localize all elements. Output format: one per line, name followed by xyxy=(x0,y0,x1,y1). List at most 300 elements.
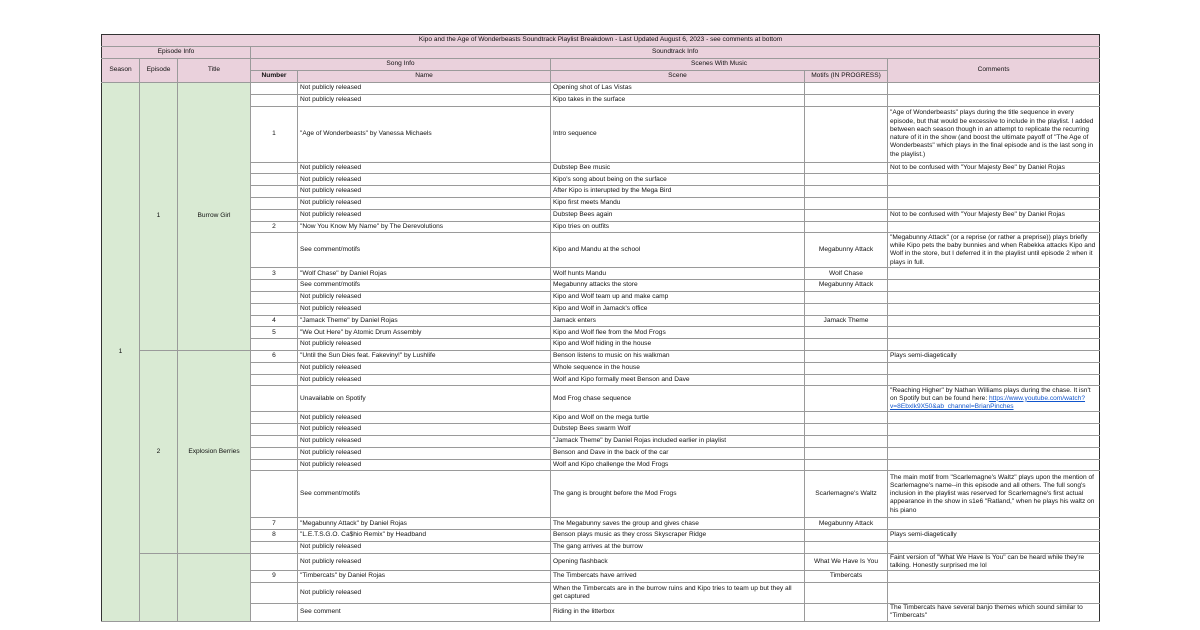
motif-cell[interactable] xyxy=(805,530,888,542)
motif-cell[interactable] xyxy=(805,280,888,292)
motif-cell-text: Scarlemagne's Waltz xyxy=(815,490,877,498)
scene-cell[interactable] xyxy=(551,280,805,292)
number-cell[interactable] xyxy=(251,603,298,621)
number-cell[interactable] xyxy=(251,197,298,209)
comment-link[interactable]: https://www.youtube.com/watch?v=8Ebxlk9X50&ab_channel=BrianPinches xyxy=(890,394,1086,410)
scene-cell-text: Kipo and Wolf in Jamack's office xyxy=(553,305,648,313)
header-name[interactable]: Name xyxy=(298,71,551,83)
comment-cell[interactable] xyxy=(888,268,1100,280)
song-name-cell[interactable] xyxy=(298,471,551,518)
number-cell[interactable] xyxy=(251,106,298,162)
comment-cell[interactable] xyxy=(888,435,1100,447)
song-name-cell[interactable] xyxy=(298,291,551,303)
comment-cell[interactable] xyxy=(888,582,1100,603)
song-name-cell[interactable] xyxy=(298,603,551,621)
comment-cell[interactable] xyxy=(888,530,1100,542)
number-cell[interactable] xyxy=(251,374,298,386)
song-name-cell-text: Not publicly released xyxy=(300,163,362,171)
scene-cell-text: Mod Frog chase sequence xyxy=(553,394,632,402)
motif-cell[interactable] xyxy=(805,339,888,351)
table-row xyxy=(102,582,1100,603)
scene-cell-text: The gang arrives at the burrow xyxy=(553,543,643,551)
header-number[interactable]: Number xyxy=(251,71,298,83)
comment-cell[interactable] xyxy=(888,209,1100,221)
song-name-cell-text: Not publicly released xyxy=(300,96,362,104)
comment-cell[interactable] xyxy=(888,362,1100,374)
scene-cell[interactable] xyxy=(551,459,805,471)
comment-cell-text: Plays semi-diagetically xyxy=(890,352,957,360)
table-row xyxy=(102,362,1100,374)
scene-cell[interactable] xyxy=(551,412,805,424)
table-row xyxy=(102,291,1100,303)
song-name-cell[interactable] xyxy=(298,303,551,315)
episode-cell[interactable]: 2 xyxy=(140,350,178,553)
motif-cell[interactable] xyxy=(805,571,888,583)
table-row xyxy=(102,530,1100,542)
scene-cell[interactable] xyxy=(551,424,805,436)
comment-cell[interactable] xyxy=(888,459,1100,471)
scene-cell-text: Kipo and Wolf on the mega turtle xyxy=(553,413,649,421)
motif-cell[interactable] xyxy=(805,106,888,162)
song-name-cell-text: "Now You Know My Name" by The Derevolutions xyxy=(300,222,444,230)
spreadsheet-table xyxy=(101,34,1100,622)
scene-cell[interactable] xyxy=(551,518,805,530)
number-cell[interactable] xyxy=(251,233,298,268)
song-name-cell-text: Not publicly released xyxy=(300,199,362,207)
comment-cell[interactable] xyxy=(888,174,1100,186)
header-title[interactable]: Title xyxy=(178,59,251,83)
episode-cell[interactable]: 1 xyxy=(140,83,178,351)
motif-cell[interactable] xyxy=(805,424,888,436)
comment-cell[interactable] xyxy=(888,83,1100,95)
song-name-cell[interactable] xyxy=(298,233,551,268)
number-cell[interactable] xyxy=(251,362,298,374)
motif-cell[interactable] xyxy=(805,459,888,471)
song-name-cell[interactable] xyxy=(298,94,551,106)
number-cell[interactable] xyxy=(251,350,298,362)
scene-cell[interactable] xyxy=(551,362,805,374)
song-name-cell[interactable] xyxy=(298,339,551,351)
table-row xyxy=(102,280,1100,292)
motif-cell[interactable] xyxy=(805,541,888,553)
motif-cell[interactable] xyxy=(805,268,888,280)
scene-cell[interactable] xyxy=(551,435,805,447)
comment-cell[interactable] xyxy=(888,186,1100,198)
scene-cell-text: Kipo first meets Mandu xyxy=(553,199,621,207)
scene-cell-text: Intro sequence xyxy=(553,129,597,137)
scene-cell-text: Kipo's song about being on the surface xyxy=(553,175,667,183)
number-cell-text: 8 xyxy=(272,531,276,539)
motif-cell-text: Megabunny Attack xyxy=(818,246,874,254)
header-comments[interactable]: Comments xyxy=(888,59,1100,83)
scene-cell-text: Riding in the litterbox xyxy=(553,608,615,616)
song-name-cell[interactable] xyxy=(298,374,551,386)
song-name-cell[interactable] xyxy=(298,362,551,374)
song-name-cell[interactable] xyxy=(298,447,551,459)
song-name-cell-text: "Timbercats" by Daniel Rojas xyxy=(300,572,386,580)
song-name-cell[interactable] xyxy=(298,582,551,603)
scene-cell[interactable] xyxy=(551,374,805,386)
scene-cell-text: Benson and Dave in the back of the car xyxy=(553,449,669,457)
scene-cell-text: Kipo tries on outfits xyxy=(553,222,610,230)
number-cell[interactable] xyxy=(251,327,298,339)
motif-cell[interactable] xyxy=(805,447,888,459)
number-cell-text: 4 xyxy=(272,316,276,324)
motif-cell-text: Timbercats xyxy=(829,572,863,580)
table-row xyxy=(102,459,1100,471)
song-name-cell[interactable] xyxy=(298,424,551,436)
comment-cell-text: The main motif from "Scarlemagne's Waltz" plays upon the mention of Scarlemagne's name--in this episode and all others. The full song's inclusion in the playlist was reserved for Scarlemagne's first actual appearance in the show in s1e6 "Ratland," when he plays his waltz on his piano xyxy=(890,473,1095,514)
song-name-cell-text: Not publicly released xyxy=(300,413,362,421)
scene-cell[interactable] xyxy=(551,350,805,362)
comment-cell[interactable] xyxy=(888,350,1100,362)
song-name-cell-text: See comment/motifs xyxy=(300,281,361,289)
motif-cell[interactable] xyxy=(805,197,888,209)
comment-cell[interactable] xyxy=(888,571,1100,583)
comment-cell[interactable] xyxy=(888,374,1100,386)
motif-cell-text: Jamack Theme xyxy=(823,316,869,324)
scene-cell[interactable] xyxy=(551,571,805,583)
motif-cell-text: Megabunny Attack xyxy=(818,281,874,289)
comment-cell[interactable] xyxy=(888,280,1100,292)
comment-cell-text: Plays semi-diagetically xyxy=(890,531,957,539)
scene-cell-text: Opening shot of Las Vistas xyxy=(553,84,632,92)
table-row xyxy=(102,386,1100,412)
scene-cell[interactable] xyxy=(551,174,805,186)
song-name-cell[interactable] xyxy=(298,186,551,198)
header-episode[interactable]: Episode xyxy=(140,59,178,83)
table-row xyxy=(102,412,1100,424)
table-row xyxy=(102,518,1100,530)
number-cell[interactable] xyxy=(251,186,298,198)
table-row xyxy=(102,221,1100,233)
song-name-cell[interactable] xyxy=(298,459,551,471)
table-row xyxy=(102,374,1100,386)
scene-cell-text: The gang is brought before the Mod Frogs xyxy=(553,490,677,498)
song-name-cell[interactable] xyxy=(298,518,551,530)
comment-cell[interactable] xyxy=(888,424,1100,436)
number-cell-text: 2 xyxy=(272,222,276,230)
motif-cell[interactable] xyxy=(805,412,888,424)
motif-cell[interactable] xyxy=(805,186,888,198)
scene-cell[interactable] xyxy=(551,83,805,95)
scene-cell-text: Whole sequence in the house xyxy=(553,364,640,372)
number-cell[interactable] xyxy=(251,339,298,351)
number-cell[interactable] xyxy=(251,471,298,518)
song-name-cell[interactable] xyxy=(298,209,551,221)
header-song-info[interactable]: Song Info xyxy=(251,59,551,71)
table-row xyxy=(102,541,1100,553)
comment-cell[interactable] xyxy=(888,162,1100,174)
motif-cell[interactable] xyxy=(805,435,888,447)
table-row xyxy=(102,471,1100,518)
number-cell-text: 7 xyxy=(272,519,276,527)
song-name-cell[interactable] xyxy=(298,315,551,327)
table-row xyxy=(102,315,1100,327)
song-name-cell[interactable] xyxy=(298,106,551,162)
song-name-cell-text: Not publicly released xyxy=(300,375,362,383)
table-row xyxy=(102,233,1100,268)
song-name-cell-text: Not publicly released xyxy=(300,293,362,301)
scene-cell[interactable] xyxy=(551,197,805,209)
number-cell[interactable] xyxy=(251,291,298,303)
song-name-cell-text: Unavailable on Spotify xyxy=(300,394,366,402)
song-name-cell-text: Not publicly released xyxy=(300,305,362,313)
episode-cell[interactable] xyxy=(140,553,178,621)
song-name-cell[interactable] xyxy=(298,83,551,95)
table-row xyxy=(102,424,1100,436)
scene-cell-text: When the Timbercats are in the burrow ruins and Kipo tries to team up but they all get captured xyxy=(553,584,792,600)
scene-cell[interactable] xyxy=(551,315,805,327)
comment-cell[interactable] xyxy=(888,447,1100,459)
number-cell[interactable] xyxy=(251,424,298,436)
table-row xyxy=(102,303,1100,315)
number-cell[interactable] xyxy=(251,386,298,412)
scene-cell-text: Opening flashback xyxy=(553,557,608,565)
scene-cell[interactable] xyxy=(551,471,805,518)
scene-cell-text: "Jamack Theme" by Daniel Rojas included earlier in playlist xyxy=(553,437,727,445)
scene-cell-text: The Timbercats have arrived xyxy=(553,572,637,580)
number-cell[interactable] xyxy=(251,174,298,186)
scene-cell[interactable] xyxy=(551,186,805,198)
scene-cell[interactable] xyxy=(551,553,805,570)
song-name-cell[interactable] xyxy=(298,174,551,186)
scene-cell[interactable] xyxy=(551,541,805,553)
header-scene[interactable]: Scene xyxy=(551,71,805,83)
scene-cell[interactable] xyxy=(551,233,805,268)
header-motifs[interactable]: Motifs (IN PROGRESS) xyxy=(805,71,888,83)
song-name-cell-text: See comment/motifs xyxy=(300,490,361,498)
motif-cell[interactable] xyxy=(805,221,888,233)
header-episode-info[interactable]: Episode Info xyxy=(102,47,251,59)
song-name-cell-text: "We Out Here" by Atomic Drum Assembly xyxy=(300,328,422,336)
scene-cell-text: Megabunny attacks the store xyxy=(553,281,638,289)
header-season[interactable]: Season xyxy=(102,59,140,83)
song-name-cell[interactable] xyxy=(298,221,551,233)
table-row xyxy=(102,106,1100,162)
song-name-cell-text: Not publicly released xyxy=(300,449,362,457)
comment-cell[interactable] xyxy=(888,471,1100,518)
motif-cell-text: Megabunny Attack xyxy=(818,519,874,527)
table-row xyxy=(102,553,1100,570)
table-row xyxy=(102,94,1100,106)
motif-cell[interactable] xyxy=(805,83,888,95)
number-cell[interactable] xyxy=(251,571,298,583)
scene-cell[interactable] xyxy=(551,106,805,162)
number-cell[interactable] xyxy=(251,303,298,315)
scene-cell[interactable] xyxy=(551,162,805,174)
number-cell[interactable] xyxy=(251,553,298,570)
scene-cell-text: Kipo and Mandu at the school xyxy=(553,246,641,254)
scene-cell[interactable] xyxy=(551,303,805,315)
scene-cell[interactable] xyxy=(551,582,805,603)
song-name-cell-text: "Jamack Theme" by Daniel Rojas xyxy=(300,316,398,324)
scene-cell[interactable] xyxy=(551,386,805,412)
number-cell[interactable] xyxy=(251,162,298,174)
comment-cell-text: "Reaching Higher" by Nathan Williams plays during the chase. It isn't on Spotify but can be found here: xyxy=(890,386,1091,402)
scene-cell[interactable] xyxy=(551,327,805,339)
song-name-cell[interactable] xyxy=(298,571,551,583)
comment-cell[interactable] xyxy=(888,518,1100,530)
motif-cell[interactable] xyxy=(805,209,888,221)
motif-cell[interactable] xyxy=(805,291,888,303)
scene-cell-text: Kipo and Wolf team up and make camp xyxy=(553,293,669,301)
comment-cell-text: Faint version of "What We Have Is You" can be heard while they're talking. Honestly surprised me lol xyxy=(890,553,1085,569)
motif-cell[interactable] xyxy=(805,374,888,386)
scene-cell-text: Dubstep Bees swarm Wolf xyxy=(553,425,631,433)
number-cell[interactable] xyxy=(251,268,298,280)
scene-cell-text: After Kipo is interupted by the Mega Bird xyxy=(553,187,672,195)
song-name-cell[interactable] xyxy=(298,412,551,424)
scene-cell-text: Kipo and Wolf hiding in the house xyxy=(553,340,652,348)
comment-cell[interactable] xyxy=(888,541,1100,553)
motif-cell[interactable] xyxy=(805,386,888,412)
number-cell[interactable] xyxy=(251,530,298,542)
comment-cell[interactable] xyxy=(888,603,1100,621)
table-row xyxy=(102,209,1100,221)
number-cell[interactable] xyxy=(251,221,298,233)
number-cell[interactable] xyxy=(251,280,298,292)
song-name-cell[interactable] xyxy=(298,197,551,209)
scene-cell[interactable] xyxy=(551,209,805,221)
song-name-cell-text: "Wolf Chase" by Daniel Rojas xyxy=(300,269,387,277)
scene-cell-text: Benson plays music as they cross Skyscraper Ridge xyxy=(553,531,707,539)
song-name-cell-text: Not publicly released xyxy=(300,175,362,183)
song-name-cell-text: "Until the Sun Dies feat. Fakeviny!" by Lushlife xyxy=(300,352,436,360)
episode-title-cell[interactable] xyxy=(178,553,251,621)
table-row xyxy=(102,339,1100,351)
number-cell[interactable] xyxy=(251,459,298,471)
comment-cell-text: Not to be confused with "Your Majesty Bee" by Daniel Rojas xyxy=(890,211,1065,219)
comment-cell[interactable] xyxy=(888,327,1100,339)
motif-cell[interactable] xyxy=(805,162,888,174)
comment-cell[interactable] xyxy=(888,94,1100,106)
motif-cell-text: What We Have Is You xyxy=(813,557,879,565)
scene-cell[interactable] xyxy=(551,268,805,280)
motif-cell[interactable] xyxy=(805,327,888,339)
comment-cell[interactable] xyxy=(888,106,1100,162)
song-name-cell-text: Not publicly released xyxy=(300,543,362,551)
scene-cell[interactable] xyxy=(551,447,805,459)
song-name-cell[interactable] xyxy=(298,280,551,292)
comment-cell[interactable] xyxy=(888,412,1100,424)
number-cell[interactable] xyxy=(251,83,298,95)
comment-cell[interactable] xyxy=(888,339,1100,351)
table-row xyxy=(102,327,1100,339)
comment-cell[interactable] xyxy=(888,303,1100,315)
song-name-cell-text: Not publicly released xyxy=(300,364,362,372)
motif-cell[interactable] xyxy=(805,233,888,268)
comment-cell[interactable] xyxy=(888,315,1100,327)
table-row xyxy=(102,571,1100,583)
number-cell[interactable] xyxy=(251,447,298,459)
motif-cell[interactable] xyxy=(805,350,888,362)
table-row xyxy=(102,268,1100,280)
season-cell[interactable]: 1 xyxy=(102,83,140,622)
song-name-cell[interactable] xyxy=(298,327,551,339)
episode-title-cell[interactable]: Burrow Girl xyxy=(178,83,251,351)
scene-cell[interactable] xyxy=(551,530,805,542)
comment-cell[interactable] xyxy=(888,233,1100,268)
motif-cell[interactable] xyxy=(805,553,888,570)
number-cell[interactable] xyxy=(251,315,298,327)
song-name-cell-text: Not publicly released xyxy=(300,211,362,219)
comment-cell[interactable] xyxy=(888,386,1100,412)
scene-cell-text: Dubstep Bee music xyxy=(553,163,611,171)
motif-cell[interactable] xyxy=(805,94,888,106)
motif-cell[interactable] xyxy=(805,315,888,327)
comment-cell[interactable] xyxy=(888,221,1100,233)
number-cell[interactable] xyxy=(251,518,298,530)
comment-cell[interactable] xyxy=(888,291,1100,303)
song-name-cell[interactable] xyxy=(298,541,551,553)
motif-cell[interactable] xyxy=(805,174,888,186)
song-name-cell-text: "Age of Wonderbeasts" by Vanessa Michaels xyxy=(300,129,432,137)
number-cell-text: 9 xyxy=(272,572,276,580)
song-name-cell-text: Not publicly released xyxy=(300,557,362,565)
episode-title-cell[interactable]: Explosion Berries xyxy=(178,350,251,553)
number-cell[interactable] xyxy=(251,582,298,603)
comment-cell-text: The Timbercats have several banjo themes which sound similar to "Timbercats" xyxy=(890,604,1083,620)
table-row xyxy=(102,162,1100,174)
song-name-cell[interactable] xyxy=(298,530,551,542)
scene-cell-text: Wolf hunts Mandu xyxy=(553,269,607,277)
number-cell[interactable] xyxy=(251,412,298,424)
table-row xyxy=(102,603,1100,621)
comment-cell[interactable] xyxy=(888,553,1100,570)
song-name-cell[interactable] xyxy=(298,435,551,447)
song-name-cell-text: Not publicly released xyxy=(300,437,362,445)
song-name-cell[interactable] xyxy=(298,386,551,412)
table-row xyxy=(102,447,1100,459)
number-cell[interactable] xyxy=(251,435,298,447)
song-name-cell[interactable] xyxy=(298,350,551,362)
comment-cell[interactable] xyxy=(888,197,1100,209)
table-row xyxy=(102,186,1100,198)
song-name-cell-text: "Megabunny Attack" by Daniel Rojas xyxy=(300,519,407,527)
scene-cell-text: Kipo takes in the surface xyxy=(553,96,626,104)
sheet-title[interactable]: Kipo and the Age of Wonderbeasts Soundtrack Playlist Breakdown - Last Updated August 6, 2023 - see comments at bottom xyxy=(102,35,1100,47)
song-name-cell[interactable] xyxy=(298,268,551,280)
comment-cell-text: Not to be confused with "Your Majesty Bee" by Daniel Rojas xyxy=(890,163,1065,171)
motif-cell[interactable] xyxy=(805,303,888,315)
song-name-cell[interactable] xyxy=(298,162,551,174)
song-name-cell-text: Not publicly released xyxy=(300,84,362,92)
header-scenes-with-music[interactable]: Scenes With Music xyxy=(551,59,888,71)
scene-cell[interactable] xyxy=(551,339,805,351)
scene-cell-text: The Megabunny saves the group and gives chase xyxy=(553,519,699,527)
song-name-cell-text: Not publicly released xyxy=(300,588,362,596)
motif-cell[interactable] xyxy=(805,603,888,621)
motif-cell[interactable] xyxy=(805,362,888,374)
song-name-cell[interactable] xyxy=(298,553,551,570)
scene-cell[interactable] xyxy=(551,291,805,303)
scene-cell[interactable] xyxy=(551,603,805,621)
table-row xyxy=(102,197,1100,209)
motif-cell[interactable] xyxy=(805,582,888,603)
header-soundtrack-info[interactable]: Soundtrack Info xyxy=(251,47,1100,59)
scene-cell[interactable] xyxy=(551,221,805,233)
number-cell-text: 3 xyxy=(272,269,276,277)
scene-cell-text: Benson listens to music on his walkman xyxy=(553,352,670,360)
motif-cell[interactable] xyxy=(805,471,888,518)
motif-cell[interactable] xyxy=(805,518,888,530)
scene-cell[interactable] xyxy=(551,94,805,106)
number-cell[interactable] xyxy=(251,94,298,106)
scene-cell-text: Jamack enters xyxy=(553,316,596,324)
number-cell[interactable] xyxy=(251,541,298,553)
number-cell[interactable] xyxy=(251,209,298,221)
